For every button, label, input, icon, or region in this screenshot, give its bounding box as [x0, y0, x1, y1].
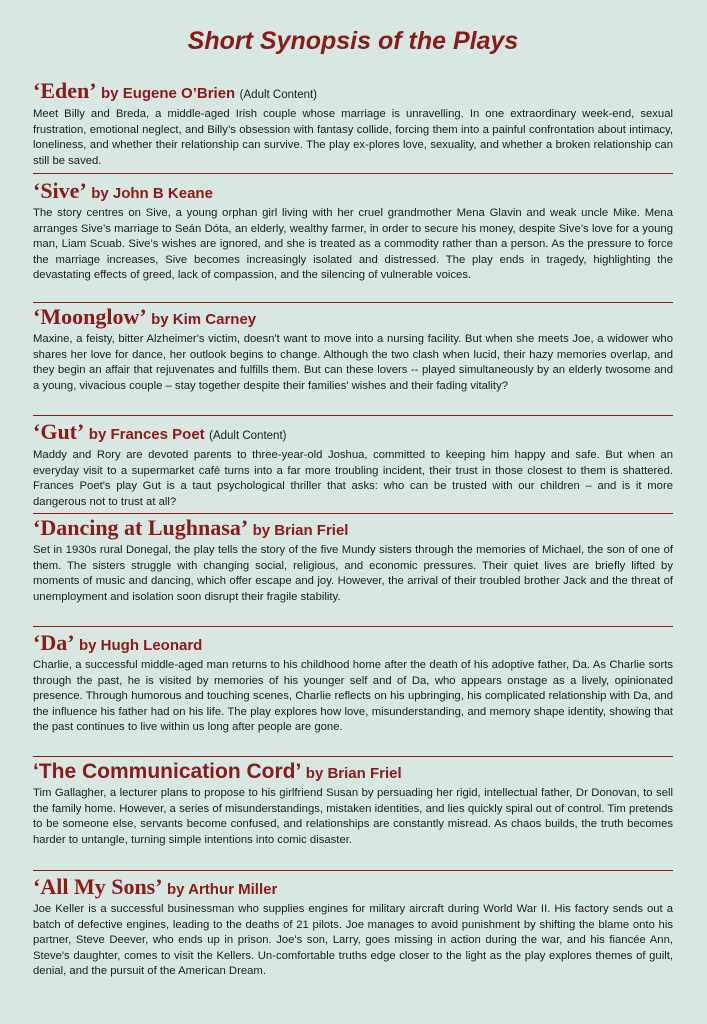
section-divider [33, 173, 673, 174]
play-title: ‘Gut’ [33, 419, 85, 444]
play-heading [33, 79, 673, 107]
play-title: ‘All My Sons’ [33, 874, 163, 899]
play-heading [33, 631, 673, 658]
play-author: by Brian Friel [252, 522, 349, 539]
play-author: by Brian Friel [305, 765, 402, 782]
play-title: ‘The Communication Cord’ [33, 760, 302, 783]
play-entry-the-communication-cord [33, 760, 673, 848]
play-entry-eden [33, 79, 673, 169]
play-heading [33, 516, 673, 543]
play-synopsis: Meet Billy and Breda, a middle-aged Irish couple whose marriage is unravelling. In one extraordinary week-end, sexual frustration, emotional neglect, and Billy’s obsession with fantasy collide, forcing them into a painful confrontation about intimacy, loneliness, and whether their relationship can survive. The play ex-plores love, sexuality, and whether a broken relationship can still be saved. [33, 108, 673, 167]
play-synopsis: Set in 1930s rural Donegal, the play tells the story of the five Mundy sisters through the memories of Michael, the son of one of them. The sisters struggle with changing social, religious, and economic pressures. Their quiet lives are briefly lifted by moments of music and dancing, which offer escape and joy. However, the arrival of their troubled brother Jack and the threat of unemployment and isolation soon disrupt their fragile stability. [33, 544, 673, 603]
content-warning: (Adult Content) [239, 89, 318, 101]
play-author: by Frances Poet [88, 426, 205, 443]
play-author: by Kim Carney [151, 311, 257, 328]
section-divider [33, 302, 673, 303]
play-entry-da [33, 631, 673, 736]
play-entry-dancing-at-lughnasa [33, 516, 673, 605]
play-author: by Arthur Miller [167, 881, 278, 898]
page-title: Short Synopsis of the Plays [187, 27, 519, 55]
play-title: ‘Dancing at Lughnasa’ [33, 515, 249, 540]
play-entry-moonglow [33, 305, 673, 394]
play-heading [33, 875, 673, 902]
play-entry-all-my-sons [33, 875, 673, 980]
play-title: ‘Sive’ [33, 178, 87, 203]
section-divider [33, 415, 673, 416]
section-divider [33, 756, 673, 757]
play-title: ‘Eden’ [33, 78, 97, 103]
play-author: by John B Keane [91, 185, 213, 202]
play-synopsis: The story centres on Sive, a young orphan girl living with her cruel grandmother Mena Glavin and weak uncle Mike. Mena arranges Sive’s marriage to Seán Dóta, an elderly, wealthy farmer, in order to secure his money, despite Sive’s love for a young man, Liam Scuab. Sive’s wishes are ignored, and she is treated as a commodity rather than a person. As the pressure to force the marriage increases, Sive becomes increasingly isolated and distressed. The play ends in tragedy, highlighting the devastating effects of greed, lack of compassion, and the silencing of vulnerable voices. [33, 207, 673, 282]
section-divider [33, 513, 673, 514]
play-entry-sive [33, 179, 673, 284]
play-entry-gut [33, 420, 673, 510]
play-title: ‘Moonglow’ [33, 304, 147, 329]
play-synopsis: Maxine, a feisty, bitter Alzheimer's victim, doesn't want to move into a nursing facility. But when she meets Joe, a widower who shares her love for dance, her outlook begins to change. Although the two clash when lucid, their hazy memories overlap, and they begin an affair that rejuvenates and fulfills them. But can these lovers -- played simultaneously by an elderly twosome and a young, vivacious couple – stay together despite their families' wishes and their fading vitality? [33, 333, 673, 392]
play-synopsis: Joe Keller is a successful businessman who supplies engines for military aircraft during World War II. His factory sends out a batch of defective engines, leading to the deaths of 21 pilots. Joe manages to avoid punishment by shifting the blame onto his partner, Steve Deever, who ends up in prison. Joe's son, Larry, goes missing in action during the war, and his fiancée Ann, Steve's daughter, comes to visit the Kellers. Un-comfortable truths edge closer to the light as the play explores themes of guilt, denial, and the pursuit of the American Dream. [33, 903, 673, 978]
content-warning: (Adult Content) [209, 430, 287, 442]
play-author: by Hugh Leonard [79, 637, 203, 654]
play-synopsis: Maddy and Rory are devoted parents to three-year-old Joshua, committed to keeping him happy and safe. But when an everyday visit to a supermarket café turns into a far more troubling incident, their trust in those closest to them is shattered. Frances Poet's play Gut is a taut psychological thriller that asks: who can be trusted with our children – and is it more dangerous not to trust at all? [33, 449, 673, 508]
play-synopsis: Charlie, a successful middle-aged man returns to his childhood home after the death of his adoptive father, Da. As Charlie sorts through the past, he is visited by memories of his younger self and of Da, who appears onstage as a lively, opinionated presence. Through humorous and touching scenes, Charlie reflects on his upbringing, his complicated relationship with Da, and the influence his father had on his life. The play explores how love, misunderstanding, and memory shape identity, showing that the past continues to live within us long after people are gone. [33, 659, 673, 734]
section-divider [33, 870, 673, 871]
synopsis-page [33, 0, 673, 62]
play-heading [33, 760, 673, 786]
play-heading [33, 420, 673, 448]
play-heading [33, 179, 673, 206]
play-title: ‘Da’ [33, 630, 75, 655]
play-heading [33, 305, 673, 332]
section-divider [33, 626, 673, 627]
play-author: by Eugene O’Brien [101, 85, 236, 102]
play-synopsis: Tim Gallagher, a lecturer plans to propose to his girlfriend Susan by persuading her rigid, intellectual father, Dr Donovan, to sell the family home. However, a series of misunderstandings, mistaken identities, and lies quickly spiral out of control. Tim pretends to be someone else, servants become confused, and relationships are constantly misread. As chaos builds, the truth becomes harder to untangle, turning simple intentions into comic disaster. [33, 787, 673, 846]
